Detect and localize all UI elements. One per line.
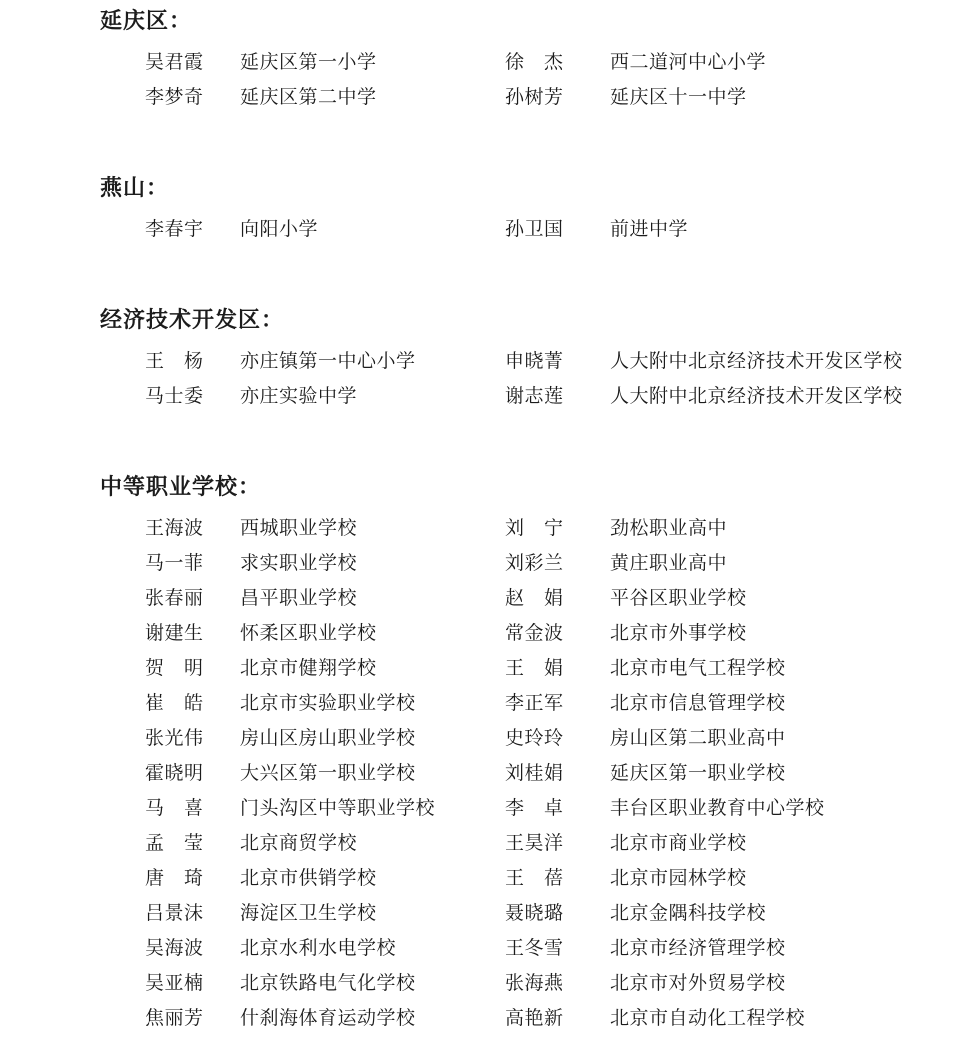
person-name-cell: [145, 653, 240, 680]
person-name: 张光伟: [145, 728, 204, 749]
school-name: 房山区房山职业学校: [240, 728, 416, 749]
table-row: [100, 754, 906, 789]
section-title: 延庆区：: [100, 8, 193, 33]
person-name: 常金波: [505, 623, 564, 644]
person-name-cell: [505, 214, 610, 241]
school-name: 北京市实验职业学校: [240, 693, 416, 714]
person-name-cell: [505, 828, 610, 855]
person-name: 王 蓓: [505, 868, 564, 889]
school-name: 人大附中北京经济技术开发区学校: [610, 386, 903, 407]
table-row: [100, 377, 906, 412]
person-name: 马 喜: [145, 798, 204, 819]
person-name-cell: [145, 82, 240, 109]
person-name-cell: [505, 793, 610, 820]
school-name: 西城职业学校: [240, 518, 358, 539]
person-name-cell: [145, 346, 240, 373]
school-name: 北京市信息管理学校: [610, 693, 786, 714]
person-name-cell: [145, 214, 240, 241]
person-name: 刘 宁: [505, 518, 564, 539]
school-name: 北京市对外贸易学校: [610, 973, 786, 994]
person-name-cell: [505, 583, 610, 610]
person-name: 谢建生: [145, 623, 204, 644]
person-name: 史玲玲: [505, 728, 564, 749]
person-name-cell: [145, 618, 240, 645]
school-name: 北京金隅科技学校: [610, 903, 767, 924]
table-row: [100, 894, 906, 929]
person-name-cell: [145, 688, 240, 715]
person-name: 吴亚楠: [145, 973, 204, 994]
school-name: 延庆区十一中学: [610, 87, 747, 108]
school-name: 向阳小学: [240, 219, 319, 240]
section-title: 中等职业学校：: [100, 474, 262, 499]
roster-section: [100, 173, 906, 245]
school-name: 什刹海体育运动学校: [240, 1008, 416, 1029]
school-name: 房山区第二职业高中: [610, 728, 786, 749]
school-name: 北京市园林学校: [610, 868, 747, 889]
person-name: 焦丽芳: [145, 1008, 204, 1029]
person-name: 申晓菁: [505, 351, 564, 372]
school-name: 延庆区第二中学: [240, 87, 377, 108]
person-name-cell: [145, 863, 240, 890]
person-name-cell: [505, 968, 610, 995]
person-name: 王 杨: [145, 351, 204, 372]
person-name-cell: [505, 1003, 610, 1030]
roster-section: [100, 472, 906, 1034]
person-name: 崔 皓: [145, 693, 204, 714]
school-name: 门头沟区中等职业学校: [240, 798, 436, 819]
person-name-cell: [505, 548, 610, 575]
school-name: 北京市供销学校: [240, 868, 377, 889]
person-name-cell: [505, 47, 610, 74]
person-name: 李梦奇: [145, 87, 204, 108]
table-row: [100, 78, 906, 113]
table-row: [100, 929, 906, 964]
school-name: 怀柔区职业学校: [240, 623, 377, 644]
school-name: 昌平职业学校: [240, 588, 358, 609]
person-name: 孟 莹: [145, 833, 204, 854]
person-name-cell: [145, 723, 240, 750]
school-name: 北京商贸学校: [240, 833, 358, 854]
school-name: 求实职业学校: [240, 553, 358, 574]
table-row: [100, 719, 906, 754]
school-name: 亦庄实验中学: [240, 386, 358, 407]
person-name: 孙卫国: [505, 219, 564, 240]
school-name: 西二道河中心小学: [610, 52, 767, 73]
school-name: 大兴区第一职业学校: [240, 763, 416, 784]
school-name: 黄庄职业高中: [610, 553, 728, 574]
person-name-cell: [505, 898, 610, 925]
person-name: 刘彩兰: [505, 553, 564, 574]
school-name: 北京市商业学校: [610, 833, 747, 854]
roster-section: [100, 305, 906, 412]
person-name-cell: [145, 968, 240, 995]
person-name-cell: [505, 723, 610, 750]
person-name: 刘桂娟: [505, 763, 564, 784]
person-name-cell: [505, 933, 610, 960]
table-row: [100, 342, 906, 377]
school-name: 丰台区职业教育中心学校: [610, 798, 825, 819]
person-name-cell: [505, 346, 610, 373]
person-name-cell: [145, 47, 240, 74]
school-name: 前进中学: [610, 219, 689, 240]
person-name-cell: [505, 653, 610, 680]
person-name-cell: [505, 688, 610, 715]
school-name: 劲松职业高中: [610, 518, 728, 539]
section-title: 经济技术开发区：: [100, 307, 285, 332]
table-row: [100, 544, 906, 579]
person-name-cell: [505, 618, 610, 645]
person-name-cell: [145, 933, 240, 960]
person-name: 王海波: [145, 518, 204, 539]
person-name: 王昊洋: [505, 833, 564, 854]
person-name: 高艳新: [505, 1008, 564, 1029]
table-row: [100, 210, 906, 245]
school-name: 海淀区卫生学校: [240, 903, 377, 924]
person-name: 张海燕: [505, 973, 564, 994]
roster-section: [100, 6, 906, 113]
school-name: 亦庄镇第一中心小学: [240, 351, 416, 372]
person-name-cell: [145, 1003, 240, 1030]
table-row: [100, 859, 906, 894]
person-name-cell: [505, 82, 610, 109]
person-name-cell: [145, 898, 240, 925]
table-row: [100, 649, 906, 684]
person-name: 王 娟: [505, 658, 564, 679]
person-name-cell: [145, 381, 240, 408]
person-name: 谢志莲: [505, 386, 564, 407]
person-name: 赵 娟: [505, 588, 564, 609]
school-name: 延庆区第一小学: [240, 52, 377, 73]
person-name: 王冬雪: [505, 938, 564, 959]
person-name: 徐 杰: [505, 52, 564, 73]
school-name: 北京铁路电气化学校: [240, 973, 416, 994]
school-name: 人大附中北京经济技术开发区学校: [610, 351, 903, 372]
person-name: 贺 明: [145, 658, 204, 679]
table-row: [100, 789, 906, 824]
table-row: [100, 964, 906, 999]
person-name-cell: [145, 548, 240, 575]
person-name: 李 卓: [505, 798, 564, 819]
person-name: 马一菲: [145, 553, 204, 574]
section-title: 燕山：: [100, 175, 170, 200]
table-row: [100, 999, 906, 1034]
person-name: 吴海波: [145, 938, 204, 959]
person-name: 孙树芳: [505, 87, 564, 108]
person-name-cell: [145, 793, 240, 820]
table-row: [100, 579, 906, 614]
person-name-cell: [145, 583, 240, 610]
person-name-cell: [145, 828, 240, 855]
school-name: 北京市外事学校: [610, 623, 747, 644]
person-name: 吴君霞: [145, 52, 204, 73]
table-row: [100, 43, 906, 78]
person-name: 李正军: [505, 693, 564, 714]
school-name: 北京市健翔学校: [240, 658, 377, 679]
person-name: 吕景沫: [145, 903, 204, 924]
person-name: 马士委: [145, 386, 204, 407]
person-name-cell: [505, 863, 610, 890]
person-name: 唐 琦: [145, 868, 204, 889]
person-name-cell: [145, 758, 240, 785]
person-name-cell: [145, 513, 240, 540]
person-name-cell: [505, 758, 610, 785]
person-name-cell: [505, 513, 610, 540]
school-name: 北京市经济管理学校: [610, 938, 786, 959]
school-name: 北京市自动化工程学校: [610, 1008, 806, 1029]
table-row: [100, 509, 906, 544]
table-row: [100, 684, 906, 719]
person-name: 李春宇: [145, 219, 204, 240]
person-name: 聂晓璐: [505, 903, 564, 924]
table-row: [100, 824, 906, 859]
school-name: 延庆区第一职业学校: [610, 763, 786, 784]
person-name: 霍晓明: [145, 763, 204, 784]
person-name: 张春丽: [145, 588, 204, 609]
school-name: 平谷区职业学校: [610, 588, 747, 609]
table-row: [100, 614, 906, 649]
person-name-cell: [505, 381, 610, 408]
school-name: 北京市电气工程学校: [610, 658, 786, 679]
school-name: 北京水利水电学校: [240, 938, 397, 959]
